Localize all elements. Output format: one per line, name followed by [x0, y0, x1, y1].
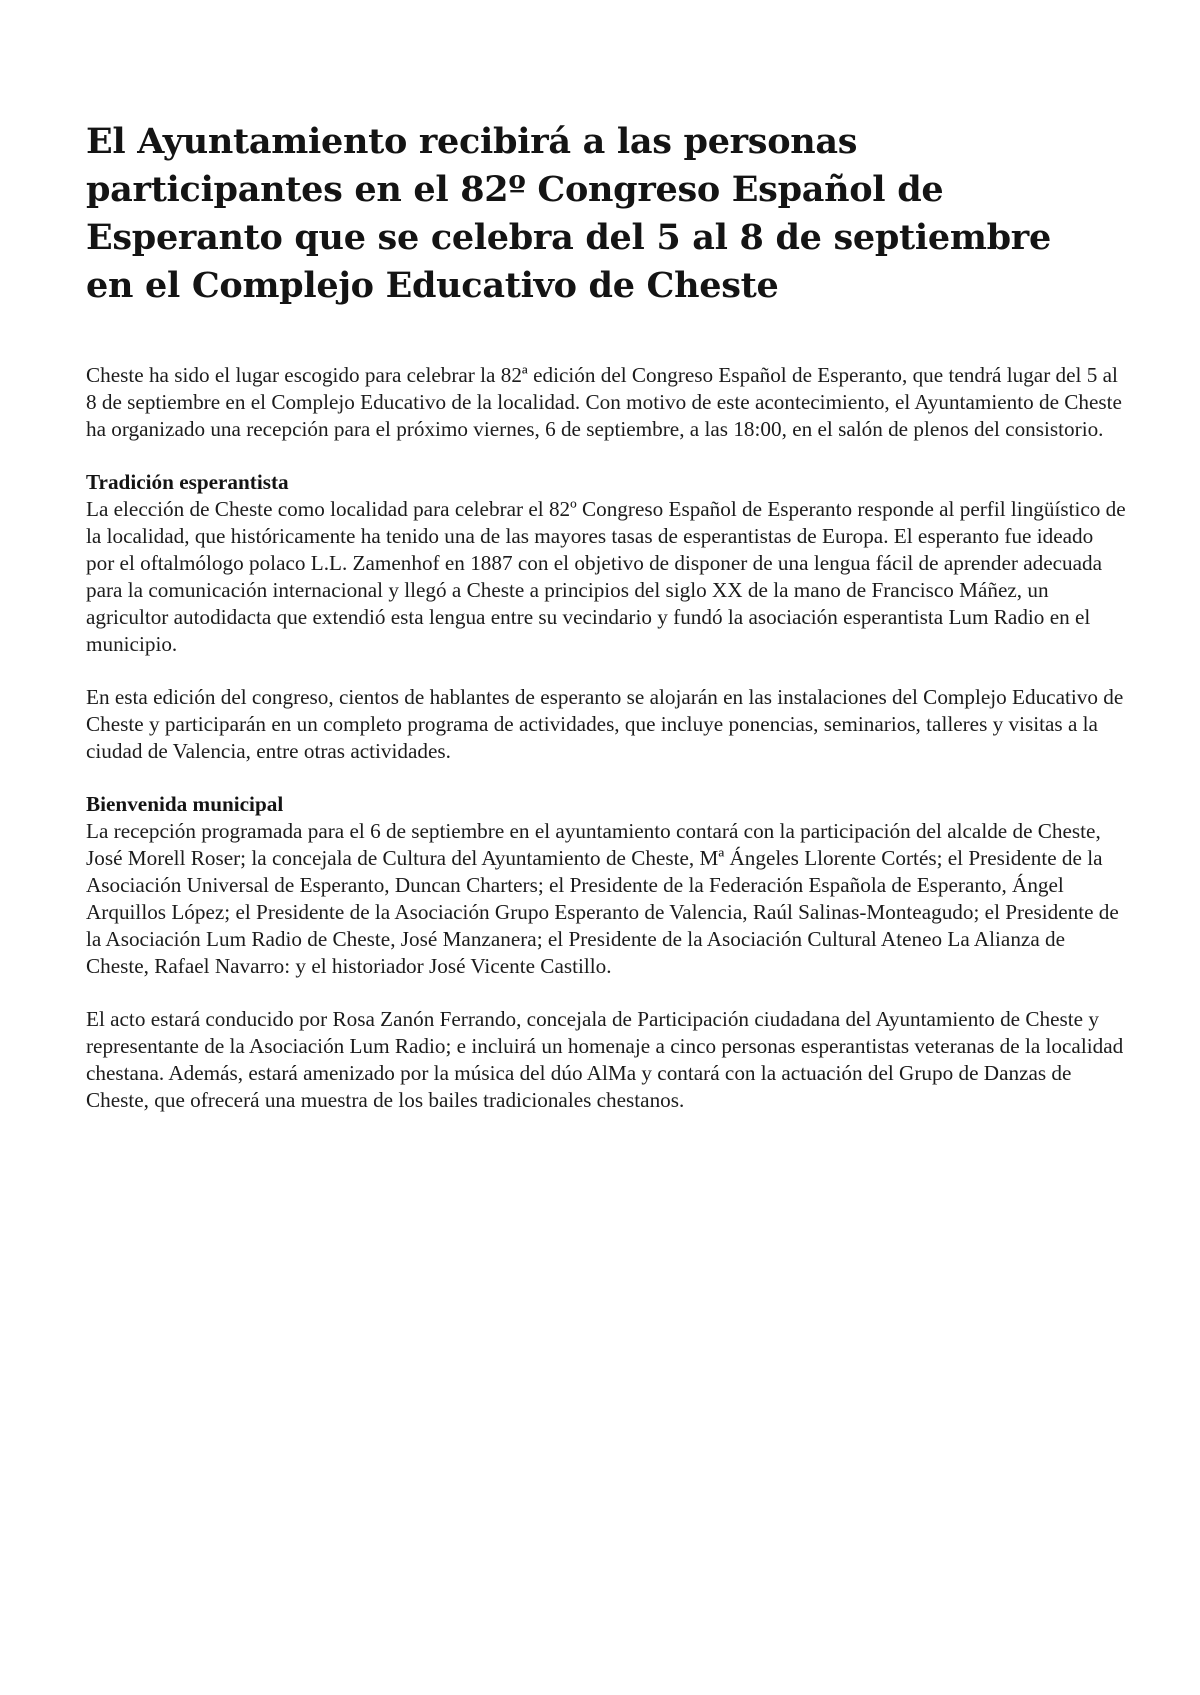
article-title: El Ayuntamiento recibirá a las personas participantes en el 82º Congreso Español de Esperanto que se celebra del 5 al 8 de septiembre en el Complejo Educativo de Cheste [86, 121, 1051, 306]
article-body [86, 118, 1126, 1140]
section-paragraph: En esta edición del congreso, cientos de hablantes de esperanto se alojarán en las instalaciones del Complejo Educativo de Cheste y participarán en un completo programa de actividades, que incluye ponencias, seminarios, talleres y visitas a la ciudad de Valencia, entre otras actividades. [86, 685, 1124, 763]
section-heading: Bienvenida municipal [86, 792, 284, 816]
section-tradicion [86, 469, 1126, 658]
section-bienvenida [86, 791, 1126, 980]
section-paragraph: El acto estará conducido por Rosa Zanón Ferrando, concejala de Participación ciudadana del Ayuntamiento de Cheste y representante de la Asociación Lum Radio; e incluirá un homenaje a cinco personas esperantistas veteranas de la localidad chestana. Además, estará amenizado por la música del dúo AlMa y contará con la actuación del Grupo de Danzas de Cheste, que ofrecerá una muestra de los bailes tradicionales chestanos. [86, 1007, 1124, 1112]
section-paragraph: La elección de Cheste como localidad para celebrar el 82º Congreso Español de Esperanto responde al perfil lingüístico de la localidad, que históricamente ha tenido una de las mayores tasas de esperantistas de Europa. El esperanto fue ideado por el oftalmólogo polaco L.L. Zamenhof en 1887 con el objetivo de disponer de una lengua fácil de aprender adecuada para la comunicación internacional y llegó a Cheste a principios del siglo XX de la mano de Francisco Máñez, un agricultor autodidacta que extendió esta lengua entre su vecindario y fundó la asociación esperantista Lum Radio en el municipio. [86, 497, 1126, 656]
intro-paragraph: Cheste ha sido el lugar escogido para celebrar la 82ª edición del Congreso Español de Esperanto, que tendrá lugar del 5 al 8 de septiembre en el Complejo Educativo de la localidad. Con motivo de este acontecimiento, el Ayuntamiento de Cheste ha organizado una recepción para el próximo viernes, 6 de septiembre, a las 18:00, en el salón de plenos del consistorio. [86, 363, 1122, 441]
section-heading: Tradición esperantista [86, 470, 289, 494]
section-paragraph: La recepción programada para el 6 de septiembre en el ayuntamiento contará con la participación del alcalde de Cheste, José Morell Roser; la concejala de Cultura del Ayuntamiento de Cheste, Mª Ángeles Llorente Cortés; el Presidente de la Asociación Universal de Esperanto, Duncan Charters; el Presidente de la Federación Española de Esperanto, Ángel Arquillos López; el Presidente de la Asociación Grupo Esperanto de Valencia, Raúl Salinas-Monteagudo; el Presidente de la Asociación Lum Radio de Cheste, José Manzanera; el Presidente de la Asociación Cultural Ateneo La Alianza de Cheste, Rafael Navarro: y el historiador José Vicente Castillo. [86, 819, 1119, 978]
